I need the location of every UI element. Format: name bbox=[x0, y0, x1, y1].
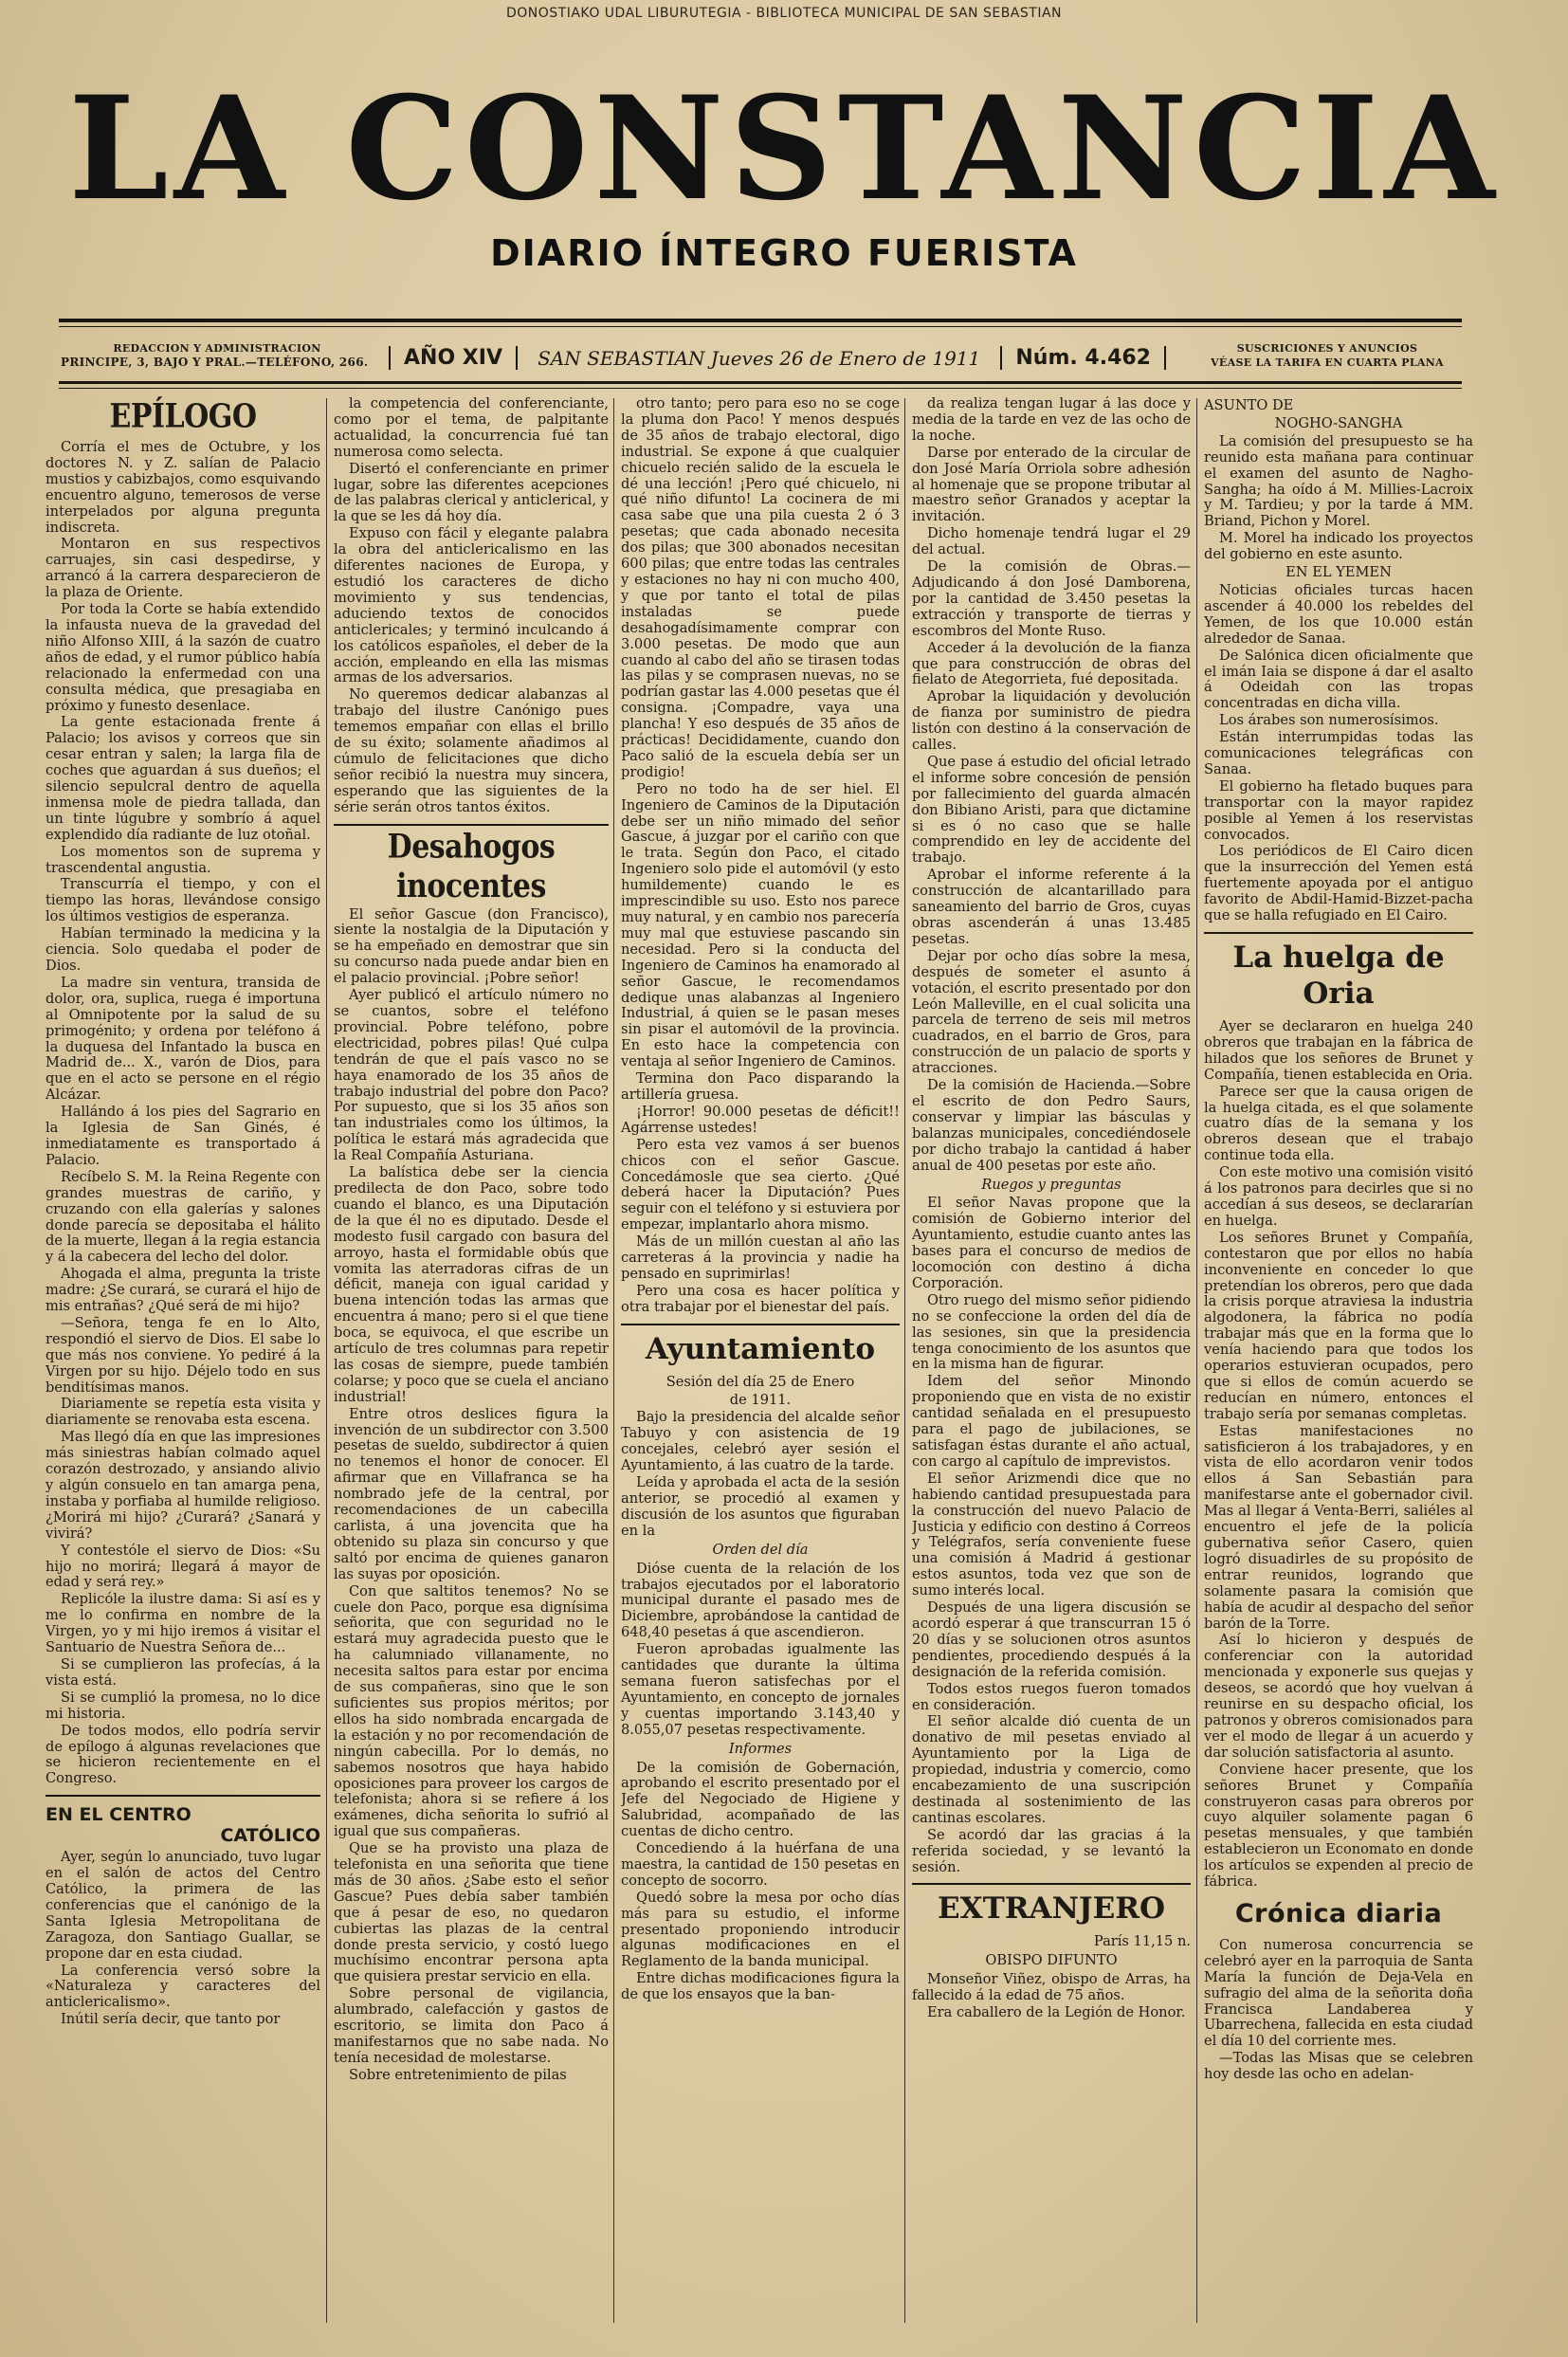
header-rule-bottom-thin bbox=[59, 388, 1462, 389]
column-divider bbox=[1196, 398, 1197, 2323]
paragraph: Más de un millón cuestan al año las carreteras á la provincia y nadie ha pensado en suprimirlas! bbox=[621, 1233, 900, 1282]
ayuntamiento-heading: Ayuntamiento bbox=[621, 1324, 900, 1367]
column-divider bbox=[904, 398, 905, 2323]
paragraph: M. Morel ha indicado los proyectos del gobierno en este asunto. bbox=[1204, 530, 1473, 563]
paragraph: Entre otros deslices figura la invención de un subdirector con 3.500 pesetas de sueldo, subdirector á quien no tenemos el honor de conocer. El afirmar que en Villafranca se ha nombrado jefe de la central, por recomendaciones de un cabecilla carlista, á una jovencita que ha obtenido su plaza sin concurso y que saltó por encima de quienes ganaron las suyas por oposición. bbox=[334, 1405, 609, 1582]
paragraph: Ahogada el alma, pregunta la triste madre: ¿Se curará, se curará el hijo de mis entrañas? ¿Qué será de mi hijo? bbox=[46, 1266, 320, 1315]
paragraph: Entre dichas modificaciones figura la de que los ensayos que la ban- bbox=[621, 1970, 900, 2003]
paragraph: De Salónica dicen oficialmente que el imán Iaia se dispone á dar el asalto á Odeidah con las tropas concentradas en dicha villa. bbox=[1204, 647, 1473, 712]
header-left-line1: REDACCION Y ADMINISTRACION bbox=[113, 342, 321, 355]
header-left bbox=[61, 341, 374, 370]
epilogo-heading: EPÍLOGO bbox=[109, 397, 257, 436]
orden-body bbox=[621, 1562, 900, 1739]
paragraph: la competencia del conferenciante, como por el tema, de palpitante actualidad, la concurrencia fué tan numerosa como selecta. bbox=[334, 396, 609, 460]
paragraph: Si se cumplieron las profecías, á la vista está. bbox=[46, 1655, 320, 1689]
paragraph: Noticias oficiales turcas hacen ascender á 40.000 los rebeldes del Yemen, de los que 10.000 están alrededor de Sanaa. bbox=[1204, 581, 1473, 647]
paragraph: El señor alcalde dió cuenta de un donativo de mil pesetas enviado al Ayuntamiento por la Liga de propiedad, industria y comercio, como encabezamiento de una suscripción destinada al sostenimiento de las cantinas escolares. bbox=[912, 1713, 1191, 1826]
paragraph: Quedó sobre la mesa por ocho días más para su estudio, el informe presentado proponiendo introducir algunas modificaciones en el Reglamento de la banda municipal. bbox=[621, 1889, 900, 1970]
paragraph: Que se ha provisto una plaza de telefonista en una señorita que tiene más de 30 años. ¿Sabe esto el señor Gascue? Pues debía saber también que á pesar de eso, no quedaron cubiertas las plazas de la central donde presta servicio, y costó luego muchísimo encontrar persona apta que quisiera prestar servicio en ella. bbox=[334, 1840, 609, 1985]
paragraph: Disertó el conferenciante en primer lugar, sobre las diferentes acepciones de las palabras clerical y anticlerical, y la que se les dá hoy día. bbox=[334, 460, 609, 525]
ruegos-heading: Ruegos y preguntas bbox=[981, 1176, 1121, 1193]
asunto-line1: ASUNTO DE bbox=[1204, 397, 1294, 413]
column-divider bbox=[326, 398, 327, 2323]
paragraph: Dióse cuenta de la relación de los trabajos ejecutados por el laboratorio municipal durante el pasado mes de Diciembre, aprobándose la cantidad de 648,40 pesetas á que ascendieron. bbox=[621, 1560, 900, 1641]
paris-line: París 11,15 n. bbox=[1093, 1933, 1191, 1950]
paragraph: Conviene hacer presente, que los señores Brunet y Compañía construyeron casas para obreros por cuyo alquiler solamente pagan 6 pesetas mensuales, y que también establecieron un Economato en donde los artículos se expenden al precio de fábrica. bbox=[1204, 1761, 1473, 1891]
paragraph: Los señores Brunet y Compañía, contestaron que por ellos no había inconveniente en conceder lo que pretendían los obreros, pero que dada la crisis porque atraviesa la industria algodonera, la fábrica no podía trabajar más que en la forma que lo venía haciendo para que todos los operarios estuvieran ocupados, pero que si ellos de común acuerdo se reducían en número, entonces el trabajo sería por semanas completas. bbox=[1204, 1229, 1473, 1422]
paragraph: Por toda la Corte se había extendido la infausta nueva de la gravedad del niño Alfonso XIII, á la sazón de cuatro años de edad, y el rumor público había relacionado la enfermedad con una consulta médica, que presagiaba en próximo y funesto desenlace. bbox=[46, 601, 320, 714]
column-5 bbox=[1204, 396, 1473, 2330]
session-line2: de 1911. bbox=[729, 1391, 792, 1408]
centro-heading-line2: CATÓLICO bbox=[220, 1825, 320, 1847]
session-line1: Sesión del día 25 de Enero bbox=[665, 1373, 855, 1390]
paragraph: De la comisión de Gobernación, aprobando el escrito presentado por el Jefe del Negociado de Higiene y Salubridad, acompañado de las cuentas de dicho centro. bbox=[621, 1759, 900, 1840]
dateline: SAN SEBASTIAN Jueves 26 de Enero de 1911 bbox=[538, 346, 981, 370]
paragraph: Estas manifestaciones no satisficieron á los trabajadores, y en vista de ello acordaron venir todos ellos á San Sebastián para manifestarse ante el gobernador civil. Mas al llegar á Venta-Berri, saliéles al encuentro el jefe de la policía gubernativa señor Casero, quien logró disuadirles de su propósito de entrar reunidos, logrando que solamente pasara la comisión que había de acudir al despacho del señor barón de la Torre. bbox=[1204, 1422, 1473, 1632]
paragraph: Ayer publicó el artículo número no se cuantos, sobre el teléfono provincial. Pobre teléfono, pobre electricidad, pobres pilas! Qué culpa tendrán de que el país vasco no se haya enamorado de los 35 años de trabajo industrial del pobre don Paco? Por supuesto, que si los 35 años son tan industriales como los últimos, la política le estará más agradecida que la Real Compañía Asturiana. bbox=[334, 987, 609, 1164]
paragraph: Concediendo á la huérfana de una maestra, la cantidad de 150 pesetas en concepto de socorro. bbox=[621, 1840, 900, 1889]
header-left-line2: PRINCIPE, 3, BAJO Y PRAL.—TELÉFONO, 266. bbox=[61, 356, 369, 369]
paragraph: Acceder á la devolución de la fianza que para construcción de obras del fielato de Ategorrieta, fué depositada. bbox=[912, 639, 1191, 688]
paragraph: No queremos dedicar alabanzas al trabajo del ilustre Canónigo pues tememos empañar con ellas el brillo de su éxito; solamente añadimos al cúmulo de felicitaciones que dicho señor recibió la nuestra muy sincera, esperando que las siguientes de la série serán otros tantos éxitos. bbox=[334, 686, 609, 815]
informes-body bbox=[621, 1761, 900, 2004]
paragraph: Parece ser que la causa origen de la huelga citada, es el que solamente cuatro días de la semana y los obreros desean que el trabajo continue toda ella. bbox=[1204, 1083, 1473, 1164]
paragraph: Sobre entretenimiento de pilas bbox=[349, 2066, 567, 2083]
paragraph: La gente estacionada frente á Palacio; los avisos y correos que sin cesar entran y salen; la larga fila de coches que aguardan á sus dueños; el silencio sepulcral dentro de aquella inmensa mole de piedra tallada, dan un tinte lúgubre y sombrío á aquel explendido día radiante de luz otoñal. bbox=[46, 714, 320, 843]
issue-number: Núm. 4.462 bbox=[1000, 346, 1166, 370]
masthead-title: LA CONSTANCIA bbox=[68, 65, 1501, 232]
paragraph: La comisión del presupuesto se ha reunido esta mañana para continuar el examen del asunto de Nagho-Sangha; ha oído á M. Millies-Lacroix y M. Tardieu; y por la tarde á MM. Briand, Pichon y Morel. bbox=[1204, 432, 1473, 530]
paragraph: Pero una cosa es hacer política y otra trabajar por el bienestar del país. bbox=[621, 1282, 900, 1315]
library-header: DONOSTIAKO UDAL LIBURUTEGIA - BIBLIOTECA MUNICIPAL DE SAN SEBASTIAN bbox=[505, 6, 1063, 21]
paragraph: da realiza tengan lugar á las doce y media de la tarde en vez de las ocho de la noche. bbox=[912, 396, 1191, 444]
header-middle bbox=[389, 346, 1166, 370]
extranjero-body bbox=[912, 1972, 1191, 2021]
paragraph: Y contestóle el siervo de Dios: «Su hijo no morirá; llegará á mayor de edad y será rey.» bbox=[46, 1542, 320, 1591]
ruegos-body bbox=[912, 1196, 1191, 1875]
paragraph: Los árabes son numerosísimos. bbox=[1219, 712, 1439, 729]
paragraph: Otro ruego del mismo señor pidiendo no se confeccione la orden del día de las sesiones, sin que la presidencia tenga conocimiento de los asuntos que en la misma han de figurar. bbox=[912, 1291, 1191, 1373]
paragraph: El señor Arizmendi dice que no habiendo cantidad presupuestada para la construcción del nuevo Palacio de Justicia y edificio con destino á Correos y Telégrafos, sería conveniente fuese una comisión á Madrid á gestionar estos asuntos, toda vez que son de sumo interés local. bbox=[912, 1470, 1191, 1599]
paragraph: Los momentos son de suprema y trascendental angustia. bbox=[46, 843, 320, 876]
extranjero-heading: EXTRANJERO bbox=[912, 1883, 1191, 1927]
paragraph: Ayer se declararon en huelga 240 obreros que trabajan en la fábrica de hilados que los señores de Brunet y Compañía, tienen establecida en Oria. bbox=[1204, 1018, 1473, 1083]
paragraph: Expuso con fácil y elegante palabra la obra del anticlericalismo en las diferentes naciones de Europa, y estudió los caracteres de dicho movimiento y sus tendencias, aduciendo textos de conocidos anticlericales; y terminó inculcando á los católicos españoles, el deber de la acción, empleando en ella las mismas armas de los adversarios. bbox=[334, 525, 609, 686]
paragraph: Pero no todo ha de ser hiel. El Ingeniero de Caminos de la Diputación debe ser un niño mimado del señor Gascue, á juzgar por el cariño con que le trata. Según don Paco, el citado Ingeniero solo pide el automóvil (y esto humildemente) cuando le es imprescindible su uso. Esto nos parece muy natural, y en cambio nos parecería muy mal que estuviese pascando sin necesidad. Pero si la conducta del Ingeniero de Caminos ha enamorado al señor Gascue, le recomendamos dedique unas alabanzas al Ingeniero Industrial, á quien se le pasan meses sin pisar el automóvil de la provincia. En esto hace la competencia con ventaja al señor Ingeniero de Caminos. bbox=[621, 780, 900, 1070]
paragraph: Con que saltitos tenemos? No se cuele don Paco, porque esa dignísima señorita, que con seguridad no le estará muy agradecida puesto que le ha calumniado villanamente, no necesita saltos para estar por encima de sus compañeras, sino que le son suficientes sus propios méritos; por ellos ha sido nombrada encargada de la estación y no por recomendación de ningún cabecilla. Por lo demás, no sabemos nosotros que haya habido oposiciones para proveer los cargos de telefonista; ahora si se refiere á los exámenes, dicha señorita lo sufrió al igual que sus compañeras. bbox=[334, 1582, 609, 1840]
asunto-line2: NOGHO-SANGHA bbox=[1274, 414, 1403, 431]
section-rule bbox=[46, 1795, 320, 1797]
cronica-body bbox=[1204, 1938, 1473, 2083]
column-4 bbox=[912, 396, 1191, 2330]
paragraph: Sobre personal de vigilancia, alumbrado, calefacción y gastos de escritorio, se limita don Paco á manifestarnos que no sabe nada. No tenía necesidad de molestarse. bbox=[334, 1985, 609, 2066]
paragraph: Hallándo á los pies del Sagrario en la Iglesia de San Ginés, é inmediatamente es transportado á Palacio. bbox=[46, 1104, 320, 1168]
paragraph: Inútil sería decir, que tanto por bbox=[61, 2011, 281, 2028]
paragraph: Transcurría el tiempo, y con el tiempo las horas, llevándose consigo los últimos vestigios de esperanza. bbox=[46, 876, 320, 925]
column-3 bbox=[621, 396, 900, 2330]
paragraph: Recíbelo S. M. la Reina Regente con grandes muestras de cariño, y cruzando con ella galerías y salones donde parecía se depositaba el hálito de la muerte, llegan á la regia estancia y á la cabecera del lecho del dolor. bbox=[46, 1168, 320, 1266]
header-rule-top bbox=[59, 319, 1462, 322]
header-right bbox=[1190, 341, 1465, 370]
section-rule bbox=[334, 824, 609, 826]
paragraph: La conferencia versó sobre la «Naturaleza y caracteres del anticlericalismo». bbox=[46, 1962, 320, 2011]
paragraph: Termina don Paco disparando la artillería gruesa. bbox=[621, 1070, 900, 1103]
paragraph: De todos modos, ello podría servir de epílogo á algunas revelaciones que se hicieron recientemente en el Congreso. bbox=[46, 1722, 320, 1787]
paragraph: Leída y aprobada el acta de la sesión anterior, se procedió al examen y discusión de los asuntos que figuraban en la bbox=[621, 1474, 900, 1539]
paragraph: Diariamente se repetía esta visita y diariamente se renovaba esta escena. bbox=[46, 1396, 320, 1429]
paragraph: Era caballero de la Legión de Honor. bbox=[927, 2004, 1186, 2021]
header-rule-bottom bbox=[59, 381, 1462, 384]
paragraph: Así lo hicieron y después de conferenciar con la autoridad mencionada y exponerle sus quejas y deseos, se acordó que hoy vuelvan á reunirse en su despacho oficial, los patronos y obreros comisionados para ver el modo de llegar á un acuerdo y dar solución satisfactoria al asunto. bbox=[1204, 1632, 1473, 1761]
paragraph: Después de una ligera discusión se acordó esperar á que transcurran 15 ó 20 días y se solucionen otros asuntos pendientes, procediendo después á la designación de la referida comisión. bbox=[912, 1599, 1191, 1680]
paragraph: La madre sin ventura, transida de dolor, ora, suplica, ruega é importuna al Omnipotente por la salud de su primogénito; y ordena por teléfono á la duquesa del Infantado la busca en Madrid de... X., varón de Dios, para que en el acto se persone en el régio Alcázar. bbox=[46, 974, 320, 1104]
header-right-line1: SUSCRICIONES Y ANUNCIOS bbox=[1236, 342, 1418, 355]
asunto-body bbox=[1204, 434, 1473, 563]
paragraph: Habían terminado la medicina y la ciencia. Solo quedaba el poder de Dios. bbox=[46, 925, 320, 974]
paragraph: Corría el mes de Octubre, y los doctores N. y Z. salían de Palacio mustios y cabizbajos, como esquivando encuentro alguno, temerosos de verse interpelados por alguna pregunta indiscreta. bbox=[46, 439, 320, 536]
paragraph: Monseñor Viñez, obispo de Arras, ha fallecido á la edad de 75 años. bbox=[912, 1971, 1191, 2004]
paragraph: otro tanto; pero para eso no se coge la pluma don Paco! Y menos después de 35 años de trabajo electoral, digo industrial. Se expone á que cualquier chicuelo recién salido de la escuela le dé una lección! ¡Pero qué chicuelo, ni qué niño difunto! La cocinera de mi casa sabe que una pila cuesta 2 ó 3 pesetas; que cada abonado necesita dos pilas; que 300 abonados necesitan 600 pilas; que entre todas las centrales y estaciones no hay ni con mucho 400, y que por tanto el total de pilas instaladas se puede desahogadísimamente comprar con 3.000 pesetas. De modo que aun cuando al cabo del año se tirasen todas las pilas y se comprasen nuevas, no se podrían gastar las 4.000 pesetas que él consigna. ¡Compadre, vaya una plancha! Y eso después de 35 años de prácticas! Decididamente, cuando don Paco salió de la escuela debía ser un prodigio! bbox=[621, 396, 900, 780]
paragraph: Pero esta vez vamos á ser buenos chicos con el señor Gascue. Concedámosle que sea cierto. ¿Qué deberá hacer la Diputación? Pues seguir con el teléfono y si estuviera por empezar, implantarlo ahora mismo. bbox=[621, 1136, 900, 1233]
paragraph: Los periódicos de El Cairo dicen que la insurrección del Yemen está fuertemente apoyada por el antiguo favorito de Abdil-Hamid-Bizzet-pacha que se halla refugiado en El Cairo. bbox=[1204, 843, 1473, 924]
paragraph: Con este motivo una comisión visitó á los patronos para decirles que si no accedían á sus deseos, se declararían en huelga. bbox=[1204, 1164, 1473, 1229]
paragraph: Si se cumplió la promesa, no lo dice mi historia. bbox=[46, 1689, 320, 1722]
paragraph: —Todas las Misas que se celebren hoy desde las ocho en adelan- bbox=[1204, 2050, 1473, 2083]
cronica-heading: Crónica diaria bbox=[1234, 1898, 1443, 1928]
desahogos-heading: Desahogos inocentes bbox=[387, 828, 556, 905]
paragraph: Replicóle la ilustre dama: Si así es y me lo confirma en nombre de la Virgen, yo y mi hijo iremos á visitar el Santuario de Nuestra Señora de... bbox=[46, 1591, 320, 1656]
desahogos-body bbox=[334, 907, 609, 2084]
ayuntamiento-continued bbox=[912, 396, 1191, 1175]
paragraph: Aprobar el informe referente á la construcción de alcantarillado para saneamiento del barrio de Gros, cuyas obras ascenderán á unas 13.485 pesetas. bbox=[912, 867, 1191, 947]
yemen-body bbox=[1204, 583, 1473, 924]
paragraph: Aprobar la liquidación y devolución de fianza por suministro de piedra listón con destino á la conservación de calles. bbox=[912, 688, 1191, 754]
paragraph: De la comisión de Obras.—Adjudicando á don José Damborena, por la cantidad de 3.450 pesetas la extracción y transporte de tierras y escombros del Monte Ruso. bbox=[912, 558, 1191, 639]
centro-heading bbox=[46, 1804, 320, 1846]
header-right-line2: VÉASE LA TARIFA EN CUARTA PLANA bbox=[1211, 356, 1444, 369]
desahogos-continued bbox=[621, 396, 900, 1316]
paragraph: Con numerosa concurrencia se celebró ayer en la parroquia de Santa María la función de Deja-Vela en sufragio del alma de la señorita doña Francisca Landaberea y Ubarrechena, fallecida en esta ciudad el día 10 del corriente mes. bbox=[1204, 1936, 1473, 2050]
column-2 bbox=[334, 396, 609, 2330]
paragraph: El señor Gascue (don Francisco), siente la nostalgia de la Diputación y se ha empeñado en demostrar que sin su concurso nada puede andar bien en el palacio provincial. ¡Pobre señor! bbox=[334, 905, 609, 987]
paragraph: Están interrumpidas todas las comunicaciones telegráficas con Sanaa. bbox=[1204, 729, 1473, 777]
column-divider bbox=[613, 398, 614, 2323]
paragraph: De la comisión de Hacienda.—Sobre el escrito de don Pedro Saurs, conservar y limpiar las básculas y balanzas municipales, concediéndosele por dicho trabajo la cantidad á haber anual de 400 pesetas por este año. bbox=[912, 1077, 1191, 1174]
year-label: AÑO XIV bbox=[389, 346, 518, 370]
paragraph: Darse por enterado de la circular de don José María Orriola sobre adhesión al homenaje que se propone tributar al maestro señor Granados y aceptar la invitación. bbox=[912, 444, 1191, 525]
centro-body bbox=[46, 1850, 320, 2028]
paragraph: Mas llegó día en que las impresiones más siniestras habían colmado aquel corazón destrozado, y ansiando alivio y algún consuelo en tan amarga pena, instaba y porfiaba al humilde religioso. ¿Morirá mi hijo? ¿Curará? ¿Sanará y vivirá? bbox=[46, 1429, 320, 1542]
paragraph: Todos estos ruegos fueron tomados en consideración. bbox=[912, 1680, 1191, 1713]
huelga-heading: La huelga de Oria bbox=[1204, 932, 1473, 1012]
paragraph: Dejar por ocho días sobre la mesa, después de someter el asunto á votación, el escrito presentado por don León Malleville, en el cual solicita una parcela de terreno de seis mil metros cuadrados, en el barrio de Gros, para construcción de un palacio de sports y atracciones. bbox=[912, 947, 1191, 1077]
header-rule-top-thin bbox=[59, 326, 1462, 327]
paragraph: El gobierno ha fletado buques para transportar con la mayor rapidez posible al Yemen á los reservistas convocados. bbox=[1204, 777, 1473, 843]
orden-del-dia: Orden del día bbox=[712, 1541, 809, 1558]
paragraph: El señor Navas propone que la comisión de Gobierno interior del Ayuntamiento, estudie cuanto antes las bases para el concurso de medios de locomoción con destino á dicha Corporación. bbox=[912, 1195, 1191, 1291]
informes-heading: Informes bbox=[728, 1740, 793, 1757]
centro-heading-line1: EN EL CENTRO bbox=[46, 1804, 191, 1826]
conferencia-continued bbox=[334, 396, 609, 816]
paragraph: Que pase á estudio del oficial letrado el informe sobre concesión de pensión por fallecimiento del guarda almacén don Bibiano Aristi, para que dictamine si es ó no caso que se halle comprendido en ley de accidente del trabajo. bbox=[912, 753, 1191, 867]
paragraph: —Señora, tenga fe en lo Alto, respondió el siervo de Dios. El sabe lo que más nos conviene. Yo pediré á la Virgen por su hijo. Déjelo todo en sus benditísimas manos. bbox=[46, 1314, 320, 1396]
epilogo-body bbox=[46, 440, 320, 1787]
paragraph: Ayer, según lo anunciado, tuvo lugar en el salón de actos del Centro Católico, la primera de las conferencias que el canónigo de la Santa Iglesia Metropolitana de Zaragoza, don Santiago Guallar, se propone dar en esta ciudad. bbox=[46, 1849, 320, 1962]
yemen-heading: EN EL YEMEN bbox=[1285, 564, 1392, 581]
masthead-subtitle: DIARIO ÍNTEGRO FUERISTA bbox=[490, 232, 1078, 274]
ayuntamiento-intro bbox=[621, 1410, 900, 1539]
paragraph: Se acordó dar las gracias á la referida sociedad, y se levantó la sesión. bbox=[912, 1826, 1191, 1875]
obispo-heading: OBISPO DIFUNTO bbox=[985, 1952, 1118, 1969]
paragraph: Dicho homenaje tendrá lugar el 29 del actual. bbox=[912, 525, 1191, 558]
paragraph: Idem del señor Minondo proponiendo que en vista de no existir cantidad señalada en el presupuesto para el pago de jubilaciones, se satisfagan éstas durante el año actual, con cargo al capítulo de imprevistos. bbox=[912, 1373, 1191, 1470]
column-1 bbox=[46, 396, 320, 2330]
paragraph: Montaron en sus respectivos carruajes, sin casi despedirse, y arrancó á la carrera desparecieron de la plaza de Oriente. bbox=[46, 536, 320, 601]
paragraph: Bajo la presidencia del alcalde señor Tabuyo y con asistencia de 19 concejales, celebró ayer sesión el Ayuntamiento, á las cuatro de la tarde. bbox=[621, 1409, 900, 1474]
huelga-body bbox=[1204, 1019, 1473, 1891]
paragraph: Fueron aprobadas igualmente las cantidades que durante la última semana fueron satisfechas por el Ayuntamiento, en concepto de jornales y cuentas importando 3.143,40 y 8.055,07 pesetas respectivamente. bbox=[621, 1641, 900, 1738]
paragraph: La balística debe ser la ciencia predilecta de don Paco, sobre todo cuando el blanco, es una Diputación de la que él no es diputado. Desde el modesto fusil cargado con basura del arroyo, hasta el formidable obús que vomita las aterradoras cifras de un déficit, maneja con igual caridad y buena intención todas las armas que encuentra á mano; pero si el que tiene boca, se equivoca, el que escribe un artículo de tres columnas para repetir las cosas de siempre, puede también colarse; y poco que se cuela el anciano industrial! bbox=[334, 1164, 609, 1405]
paragraph: ¡Horror! 90.000 pesetas de déficit!! Agárrense ustedes! bbox=[621, 1103, 900, 1136]
